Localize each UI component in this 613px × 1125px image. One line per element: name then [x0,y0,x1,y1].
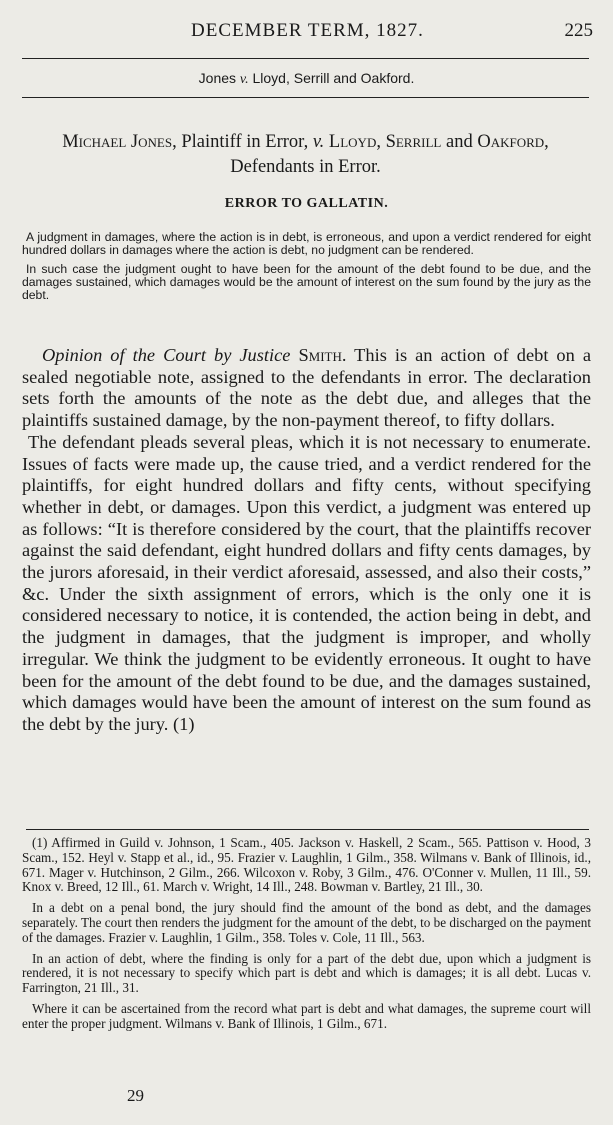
opinion-paragraph-1-text: This is an action of debt on a sealed negotiable note, assigned to the defendants in error. The declaration sets forth the amounts of the note as the debt due, and alleges that the plaintiffs sustained damage, by the non-payment thereof, to fifty dollars. [22,345,591,431]
defendant-name-1: Lloyd [324,132,377,152]
defendant-name-2: Serrill [385,132,442,152]
footnote: (1) Affirmed in Guild v. Johnson, 1 Scam., 405. Jackson v. Haskell, 2 Scam., 565. Pattison v. Hood, 3 Scam., 152. Heyl v. Stapp et al., id., 95. Frazier v. Laughlin, 1 Gilm., 358. Wilmans v. Bank of Illinois, id., 671. Mager v. Hutchinson, 2 Gilm., 266. Wilcoxon v. Roby, 3 Gilm., 476. O'Conner v. Mullen, 11 Ill., 59. Knox v. Breed, 12 Ill., 61. March v. Wright, 14 Ill., 248. Bowman v. Bartley, 21 Ill., 30. [22,835,591,895]
footnote: Where it can be ascertained from the record what part is debt and what damages, the supreme court will enter the proper judgment. Wilmans v. Bank of Illinois, 1 Gilm., 671. [22,1000,591,1031]
running-title: DECEMBER TERM, 1827. [191,20,424,41]
running-head [22,20,593,50]
footnotes [22,836,591,1038]
justice-name: Smith. [298,345,347,365]
plaintiff-name: Michael Jones [62,132,173,152]
page-number: 225 [564,20,593,41]
case-parties [22,130,589,180]
opinion-paragraph: The defendant pleads several pleas, which it is not necessary to enumerate. Issues of facts were made up, the cause tried, and a verdict rendered for the plaintiffs, for eight hundred dollars and fifty cents, without specifying whether in debt, or damages. Upon this verdict, a judgment was entered up as follows: “It is therefore considered by the court, that the plaintiffs recover against the said defendant, eight hundred dollars and fifty cents damages, by the jurors aforesaid, in their verdict aforesaid, assessed, and also their costs,” &c. Under the sixth assignment of errors, which is the only one it is considered necessary to notice, it is contended, the action being in debt, and the judgment in damages, that the judgment is improper, and wholly irregular. We think the judgment to be evidently erroneous. It ought to have been for the amount of the debt found to be due, and the damages sustained, which damages would have been the amount of interest on the sum found as the debt by the jury. (1) [22,431,591,734]
plaintiff-role: , Plaintiff in Error, [172,132,313,152]
defendants-role: , Defendants in Error. [230,132,549,177]
parties-versus: v. [312,132,325,152]
headnote: In such case the judgment ought to have been for the amount of the debt found to be due, and the damages sustained, which damages would be the amount of interest on the sum found by the jury as the debt. [22,262,591,302]
headnote: A judgment in damages, where the action is in debt, is erroneous, and upon a verdict rendered for eight hundred dollars in damages where the action is debt, no judgment can be rendered. [22,230,591,257]
case-line-versus: v. [239,72,249,87]
header-rule [22,58,589,59]
opinion-paragraph [22,345,591,432]
headnotes [22,231,591,308]
case-line-part-b: Lloyd, Serrill and Oakford. [248,70,415,86]
footnote: In an action of debt, where the finding is only for a part of the debt due, upon which a judgment is rendered, it is not necessary to specify which part is debt and which is damages; it is all debt. Lucas v. Farrington, 21 Ill., 31. [22,950,591,996]
defendant-sep-2: and [441,132,478,152]
opinion-lead: Opinion of the Court by Justice [42,345,299,365]
case-line-part-a: Jones [198,70,240,86]
opinion-body [22,345,591,736]
defendant-sep-1: , [376,132,386,152]
writ-heading: ERROR TO GALLATIN. [224,196,389,211]
case-line-rule [22,97,589,98]
defendant-name-3: Oakford [477,132,545,152]
signature-mark: 29 [127,1086,144,1105]
footnote-rule [26,829,589,830]
footnote: In a debt on a penal bond, the jury should find the amount of the bond as debt, and the damages separately. The court then renders the judgment for the amount of the debt, to be discharged on the payment of the damages. Frazier v. Laughlin, 1 Gilm., 358. Toles v. Cole, 11 Ill., 563. [22,900,591,945]
case-running-title [0,70,613,88]
